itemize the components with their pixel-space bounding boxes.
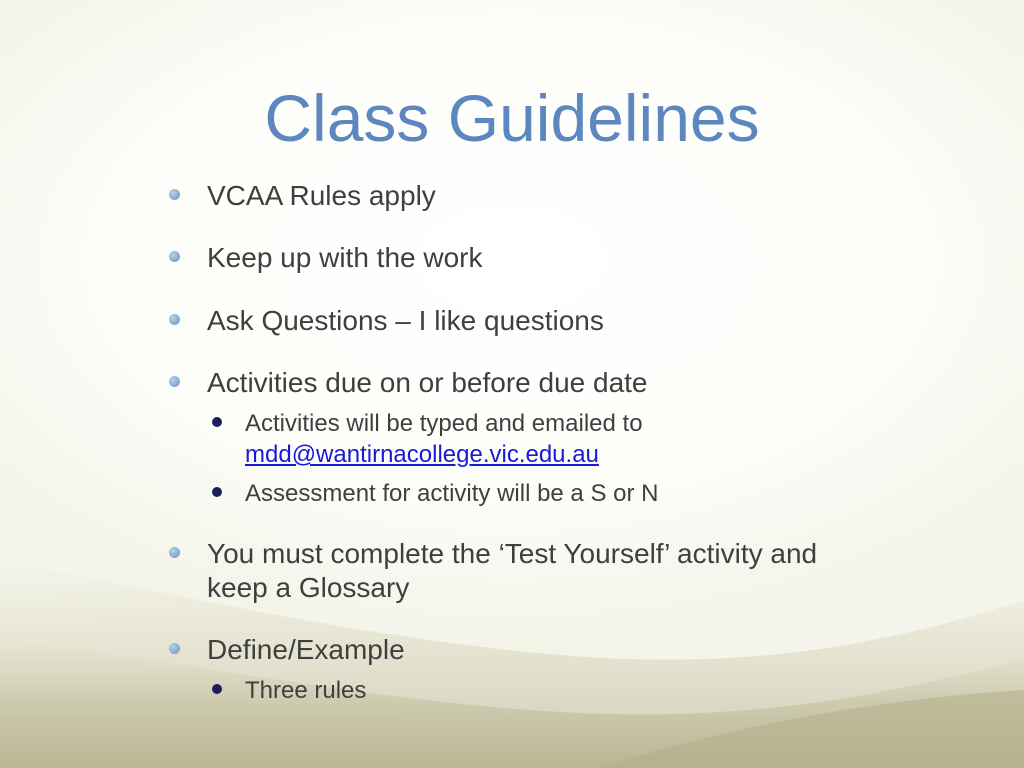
bullet-dot-icon — [169, 376, 180, 387]
bullet-dot-icon — [169, 251, 180, 262]
bullet-dot-icon — [169, 643, 180, 654]
bullet-item — [207, 633, 927, 667]
sub-bullet-item — [245, 675, 925, 706]
bullet-text: Activities due on or before due date — [207, 367, 648, 398]
sub-bullet-dot-icon — [212, 487, 222, 497]
bullet-item — [207, 366, 927, 400]
sub-bullet-dot-icon — [212, 684, 222, 694]
bullet-dot-icon — [169, 189, 180, 200]
bullet-text: Keep up with the work — [207, 242, 483, 273]
sub-bullet-item — [245, 408, 925, 470]
bullet-item — [207, 179, 927, 213]
sub-bullet-dot-icon — [212, 417, 222, 427]
bullet-text: You must complete the ‘Test Yourself’ activity and — [207, 538, 818, 569]
bullet-text: Ask Questions – I like questions — [207, 305, 604, 336]
sub-bullet-text: Activities will be typed and emailed to — [245, 410, 643, 437]
bullet-text: Define/Example — [207, 634, 405, 665]
sub-bullet-item — [245, 478, 925, 509]
bullet-item — [207, 241, 927, 275]
sub-bullet-text: Assessment for activity will be a S or N — [245, 480, 659, 507]
bullet-dot-icon — [169, 314, 180, 325]
bullet-item — [207, 304, 927, 338]
email-link[interactable]: mdd@wantirnacollege.vic.edu.au — [245, 441, 599, 468]
slide-title: Class Guidelines — [264, 81, 760, 155]
sub-bullet-text: Three rules — [245, 677, 367, 704]
bullet-dot-icon — [169, 547, 180, 558]
bullet-text: VCAA Rules apply — [207, 180, 436, 211]
bullet-item — [207, 537, 927, 605]
bullet-text-continued: keep a Glossary — [207, 572, 410, 603]
